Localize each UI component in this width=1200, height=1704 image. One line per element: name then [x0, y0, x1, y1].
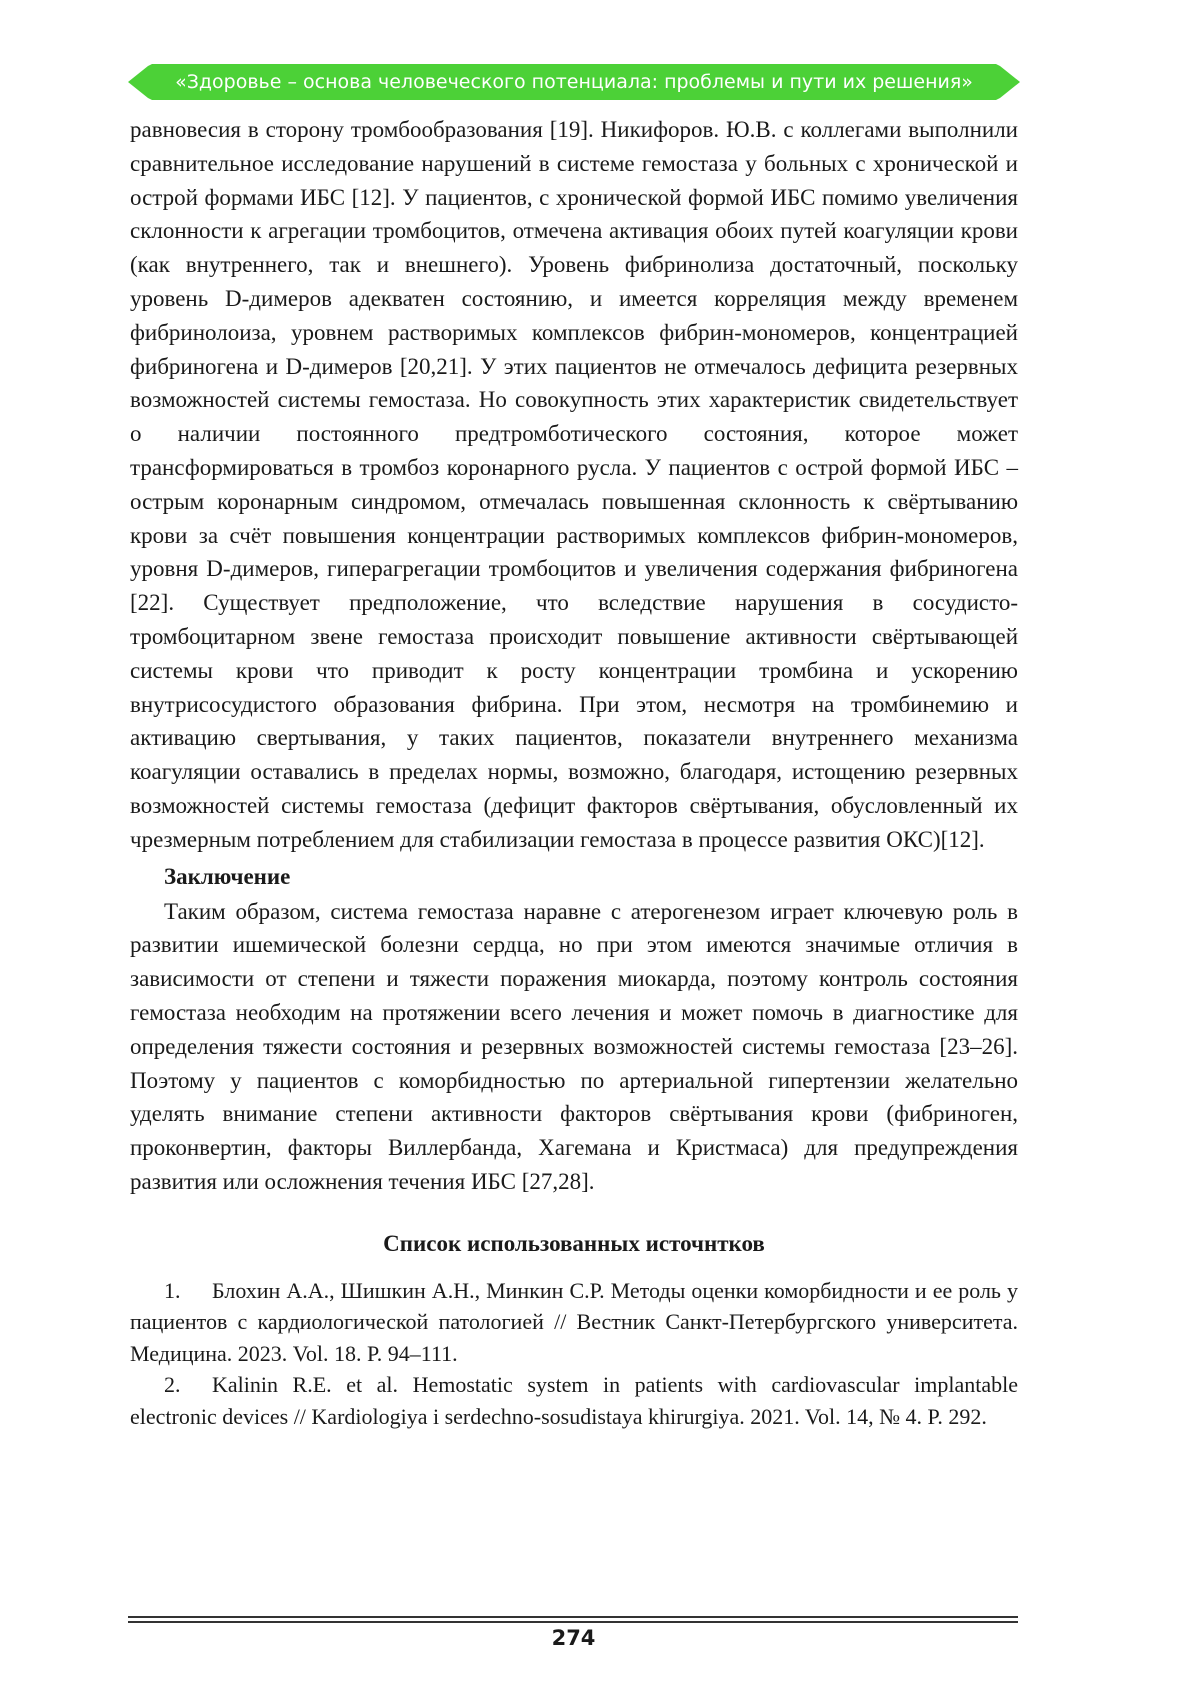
footer-divider	[128, 1616, 1018, 1623]
reference-item	[130, 1369, 1018, 1432]
body-paragraph: равновесия в сторону тромбообразования [19]. Никифоров. Ю.В. с коллегами выполнили сравнительное исследование нарушений в системе гемостаза у больных с хронической и острой формами ИБС [12]. У пациентов, с хронической формой ИБС помимо увеличения склонности к агрегации тромбоцитов, отмечена активация обоих путей коагуляции крови (как внутреннего, так и внешнего). Уровень фибринолиза достаточный, поскольку уровень D-димеров адекватен состоянию, и имеется корреляция между временем фибринолоиза, уровнем растворимых комплексов фибрин-мономеров, концентрацией фибриногена и D-димеров [20,21]. У этих пациентов не отмечалось дефицита резервных возможностей системы гемостаза. Но совокупность этих характеристик свидетельствует о наличии постоянного предтромботического состояния, которое может трансформироваться в тромбоз коронарного русла. У пациентов с острой формой ИБС – острым коронарным синдромом, отмечалась повышенная склонность к свёртыванию крови за счёт повышения концентрации растворимых комплексов фибрин-мономеров, уровня D-димеров, гиперагрегации тромбоцитов и увеличения содержания фибриногена [22]. Существует предположение, что вследствие нарушения в сосудисто-тромбоцитарном звене гемостаза происходит повышение активности свёртывающей системы крови что приводит к росту концентрации тромбина и ускорению внутрисосудистого образования фибрина. При этом, несмотря на тромбинемию и активацию свертывания, у таких пациентов, показатели внутреннего механизма коагуляции оставались в пределах нормы, возможно, благодаря, истощению резервных возможностей системы гемостаза (дефицит факторов свёртывания, обусловленный их чрезмерным потреблением для стабилизации гемостаза в процессе развития ОКС)[12].	[130, 117, 1018, 852]
page-number: 274	[551, 1626, 596, 1650]
reference-number: 2.	[164, 1372, 181, 1397]
reference-item	[130, 1275, 1018, 1370]
header-banner	[128, 64, 1020, 100]
page-body	[130, 113, 1018, 1432]
footer-rule-bottom	[128, 1621, 1018, 1623]
conclusion-heading: Заключение	[164, 863, 291, 889]
conclusion-paragraph: Таким образом, система гемостаза наравне с атерогенезом играет ключевую роль в развитии ишемической болезни сердца, но при этом имеются значимые отличия в зависимости от степени и тяжести поражения миокарда, поэтому контроль состояния гемостаза необходим на протяжении всего лечения и может помочь в диагностике для определения тяжести состояния и резервных возможностей системы гемостаза [23–26]. Поэтому у пациентов с коморбидностью по артериальной гипертензии желательно уделять внимание степени активности факторов свёртывания крови (фибриноген, проконвертин, факторы Виллербанда, Хагемана и Кристмаса) для предупреждения развития или осложнения течения ИБС [27,28].	[130, 898, 1018, 1194]
reference-text: Блохин А.А., Шишкин А.Н., Минкин С.Р. Методы оценки коморбидности и ее роль у пациентов с кардиологической патологией // Вестник Санкт-Петербургского университета. Медицина. 2023. Vol. 18. P. 94–111.	[130, 1277, 1018, 1366]
references-title: Список использованных источнтков	[383, 1230, 765, 1256]
footer-rule-top	[128, 1616, 1018, 1618]
reference-text: Kalinin R.E. et al. Hemostatic system in patients with cardiovascular implantable electronic devices // Kardiologiya i serdechno-sosudistaya khirurgiya. 2021. Vol. 14, № 4. P. 292.	[130, 1372, 1018, 1429]
reference-number: 1.	[164, 1277, 181, 1303]
journal-title: «Здоровье – основа человеческого потенциала: проблемы и пути их решения»	[175, 71, 973, 93]
